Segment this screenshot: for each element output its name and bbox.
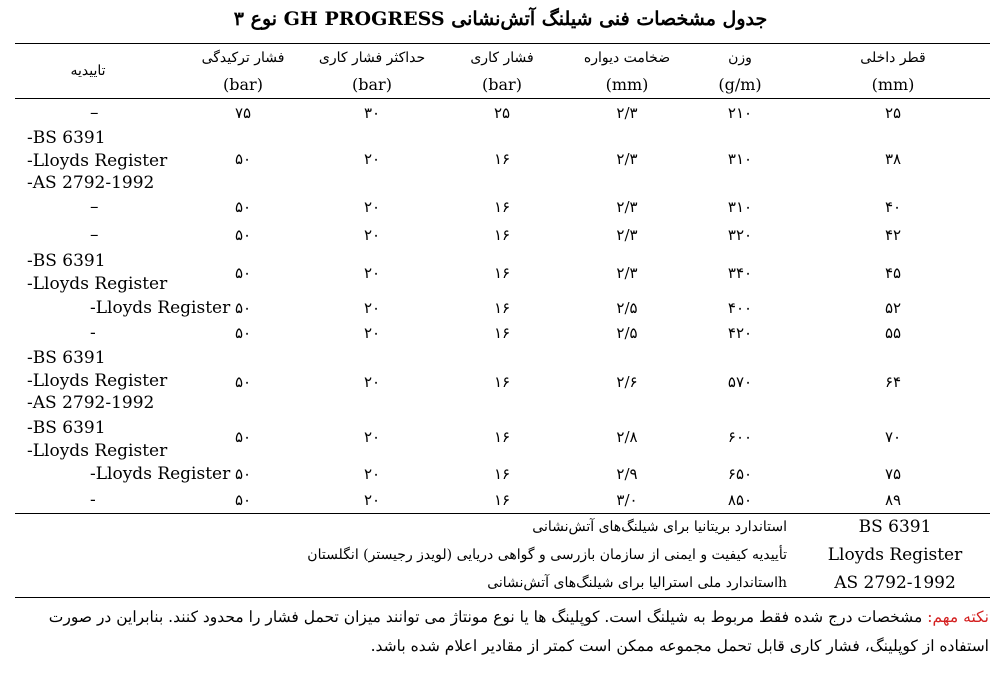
cell-weight: ۶۵۰	[727, 465, 753, 483]
cell-burst: ۵۰	[234, 150, 252, 168]
cell-wp: ۲۵	[493, 104, 511, 122]
cell-wall: ۲/۶	[616, 373, 638, 391]
cell-weight: ۴۲۰	[727, 324, 753, 342]
header-label-3: فشار کاری	[470, 50, 534, 66]
cell-diameter: ۸۹	[884, 491, 902, 509]
table-bottom-rule	[15, 513, 990, 514]
cell-weight: ۲۱۰	[727, 104, 753, 122]
cell-wall: ۲/۳	[616, 104, 638, 122]
cell-diameter: ۲۵	[884, 104, 902, 122]
cell-weight: ۳۲۰	[727, 226, 753, 244]
cell-wp: ۱۶	[493, 198, 511, 216]
cell-approval: -Lloyds Register	[90, 464, 231, 484]
cell-wp: ۱۶	[493, 299, 511, 317]
cell-approval: -Lloyds Register	[27, 440, 168, 461]
cell-burst: ۵۰	[234, 428, 252, 446]
cell-burst: ۵۰	[234, 465, 252, 483]
cell-approval: –	[90, 197, 99, 217]
cell-diameter: ۴۲	[884, 226, 902, 244]
header-unit-4: (bar)	[352, 75, 392, 94]
cell-wall: ۲/۳	[616, 150, 638, 168]
important-note	[12, 603, 989, 661]
cell-weight: ۸۵۰	[727, 491, 753, 509]
cell-burst: ۵۰	[234, 198, 252, 216]
standard-name: BS 6391	[858, 517, 932, 537]
cell-wp: ۱۶	[493, 428, 511, 446]
cell-wall: ۲/۹	[616, 465, 638, 483]
header-unit-0: (mm)	[871, 75, 915, 94]
cell-mwp: ۳۰	[363, 104, 381, 122]
cell-mwp: ۲۰	[363, 150, 381, 168]
table-title: جدول مشخصات فنی شیلنگ آتش‌نشانی GH PROGRESS نوع ۳	[233, 8, 768, 30]
legend-bottom-rule	[15, 597, 990, 598]
cell-burst: ۵۰	[234, 373, 252, 391]
header-unit-1: (g/m)	[718, 75, 762, 94]
cell-wall: ۲/۵	[616, 324, 638, 342]
standard-name: Lloyds Register	[827, 545, 963, 565]
standard-description: hاستاندارد ملی استرالیا برای شیلنگ‌های آتش‌نشانی	[487, 575, 787, 591]
cell-weight: ۳۱۰	[727, 150, 753, 168]
header-unit-5: (bar)	[223, 75, 263, 94]
cell-diameter: ۷۵	[884, 465, 902, 483]
cell-wall: ۳/۰	[616, 491, 638, 509]
cell-approval: -Lloyds Register	[90, 298, 231, 318]
cell-approval: -Lloyds Register	[27, 150, 168, 171]
standard-name: AS 2792-1992	[834, 573, 956, 593]
cell-mwp: ۲۰	[363, 198, 381, 216]
cell-wall: ۲/۸	[616, 428, 638, 446]
header-label-5: فشار ترکیدگی	[201, 50, 285, 66]
cell-weight: ۳۴۰	[727, 264, 753, 282]
cell-mwp: ۲۰	[363, 373, 381, 391]
cell-burst: ۵۰	[234, 226, 252, 244]
cell-wp: ۱۶	[493, 373, 511, 391]
cell-approval: -BS 6391	[27, 348, 106, 368]
cell-diameter: ۵۵	[884, 324, 902, 342]
standard-description: تأییدیه کیفیت و ایمنی از سازمان بازرسی و گواهی دریایی (لویدز رجیستر) انگلستان	[307, 547, 787, 563]
cell-burst: ۵۰	[234, 491, 252, 509]
note-label: نکته مهم:	[927, 608, 989, 626]
cell-diameter: ۴۰	[884, 198, 902, 216]
cell-approval: -BS 6391	[27, 418, 106, 438]
cell-mwp: ۲۰	[363, 324, 381, 342]
cell-weight: ۵۷۰	[727, 373, 753, 391]
cell-approval: -AS 2792-1992	[27, 393, 155, 413]
note-text: مشخصات درج شده فقط مربوط به شیلنگ است. کوپلینگ ها یا نوع مونتاژ می توانند میزان تحمل فشار را محدود کنند. بنابراین در صورت استفاده از کوپلینگ، فشار کاری قابل تحمل مجموعه ممکن است کمتر از مقادیر اعلام شده باشد.	[48, 608, 989, 655]
cell-wp: ۱۶	[493, 264, 511, 282]
cell-approval: –	[90, 225, 99, 245]
cell-mwp: ۲۰	[363, 299, 381, 317]
cell-approval: -	[90, 323, 96, 343]
cell-wp: ۱۶	[493, 491, 511, 509]
cell-diameter: ۵۲	[884, 299, 902, 317]
cell-burst: ۵۰	[234, 324, 252, 342]
cell-mwp: ۲۰	[363, 465, 381, 483]
cell-diameter: ۴۵	[884, 264, 902, 282]
cell-wp: ۱۶	[493, 150, 511, 168]
cell-diameter: ۶۴	[884, 373, 902, 391]
cell-burst: ۵۰	[234, 264, 252, 282]
header-label-2: ضخامت دیواره	[583, 50, 671, 66]
header-unit-3: (bar)	[482, 75, 522, 94]
cell-wp: ۱۶	[493, 226, 511, 244]
cell-burst: ۵۰	[234, 299, 252, 317]
top-rule	[15, 43, 990, 44]
cell-wp: ۱۶	[493, 324, 511, 342]
cell-mwp: ۲۰	[363, 264, 381, 282]
cell-approval: -Lloyds Register	[27, 273, 168, 294]
cell-wall: ۲/۳	[616, 226, 638, 244]
header-unit-2: (mm)	[605, 75, 649, 94]
cell-wall: ۲/۵	[616, 299, 638, 317]
cell-approval: -AS 2792-1992	[27, 173, 155, 193]
cell-approval: -BS 6391	[27, 128, 106, 148]
header-label-1: وزن	[728, 50, 752, 66]
cell-burst: ۷۵	[234, 104, 252, 122]
cell-approval: -	[90, 490, 96, 510]
cell-weight: ۳۱۰	[727, 198, 753, 216]
cell-wall: ۲/۳	[616, 264, 638, 282]
cell-diameter: ۳۸	[884, 150, 902, 168]
cell-wall: ۲/۳	[616, 198, 638, 216]
cell-weight: ۶۰۰	[727, 428, 753, 446]
header-label-6: تاییدیه	[70, 63, 106, 79]
standard-description: استاندارد بریتانیا برای شیلنگ‌های آتش‌نشانی	[532, 519, 787, 535]
cell-mwp: ۲۰	[363, 491, 381, 509]
cell-mwp: ۲۰	[363, 226, 381, 244]
header-label-4: حداکثر فشار کاری	[318, 50, 426, 66]
cell-wp: ۱۶	[493, 465, 511, 483]
header-label-0: قطر داخلی	[860, 50, 926, 66]
cell-weight: ۴۰۰	[727, 299, 753, 317]
header-rule	[15, 98, 990, 99]
cell-approval: -BS 6391	[27, 251, 106, 271]
cell-approval: -Lloyds Register	[27, 370, 168, 391]
cell-diameter: ۷۰	[884, 428, 902, 446]
cell-approval: –	[90, 103, 99, 123]
cell-mwp: ۲۰	[363, 428, 381, 446]
